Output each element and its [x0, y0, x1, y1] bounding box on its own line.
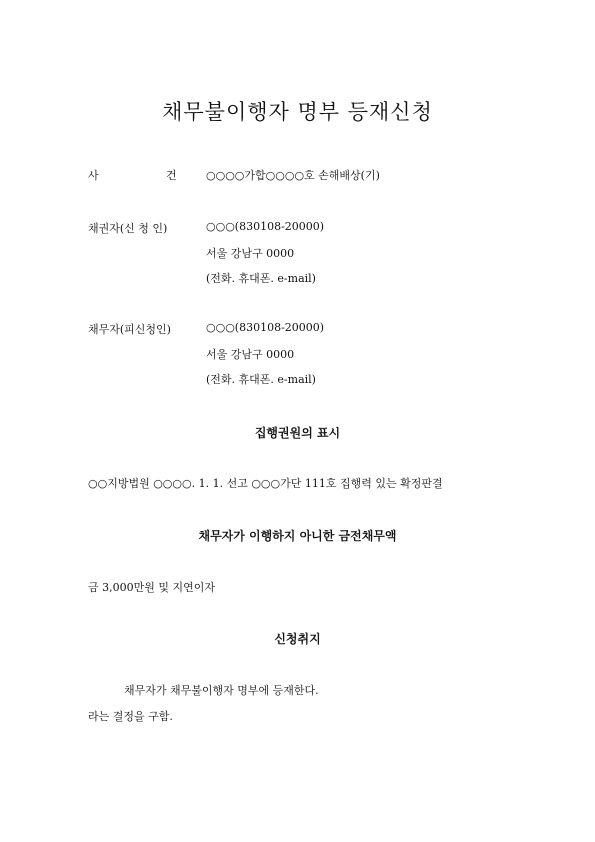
creditor-address: 서울 강남구 0000	[206, 247, 295, 260]
debtor-contact: (전화. 휴대폰. e-mail)	[206, 373, 316, 386]
creditor-name-id: ○○○(830108-20000)	[206, 220, 325, 233]
debtor-address: 서울 강남구 0000	[206, 348, 295, 361]
debtor-name-id: ○○○(830108-20000)	[206, 321, 325, 334]
purpose-line-2: 라는 결정을 구함.	[88, 710, 173, 723]
execution-title-body: ○○지방법원 ○○○○. 1. 1. 선고 ○○○가단 111호 집행력 있는 확정판결	[88, 477, 443, 490]
purpose-line-1: 채무자가 채무불이행자 명부에 등재한다.	[124, 684, 319, 697]
case-label-first: 사	[88, 169, 99, 182]
purpose-heading: 신청취지	[274, 632, 321, 646]
creditor-label: 채권자(신 청 인)	[88, 222, 168, 235]
creditor-contact: (전화. 휴대폰. e-mail)	[206, 272, 316, 285]
case-value: ○○○○가합○○○○호 손해배상(기)	[206, 169, 380, 182]
debtor-label: 채무자(피신청인)	[88, 323, 171, 336]
unpaid-amount-heading: 채무자가 이행하지 아니한 금전채무액	[198, 529, 397, 543]
unpaid-amount-body: 금 3,000만원 및 지연이자	[88, 581, 215, 594]
case-label-second: 건	[166, 169, 177, 182]
execution-title-heading: 집행권원의 표시	[254, 426, 341, 440]
document-title: 채무불이행자 명부 등재신청	[162, 100, 433, 124]
